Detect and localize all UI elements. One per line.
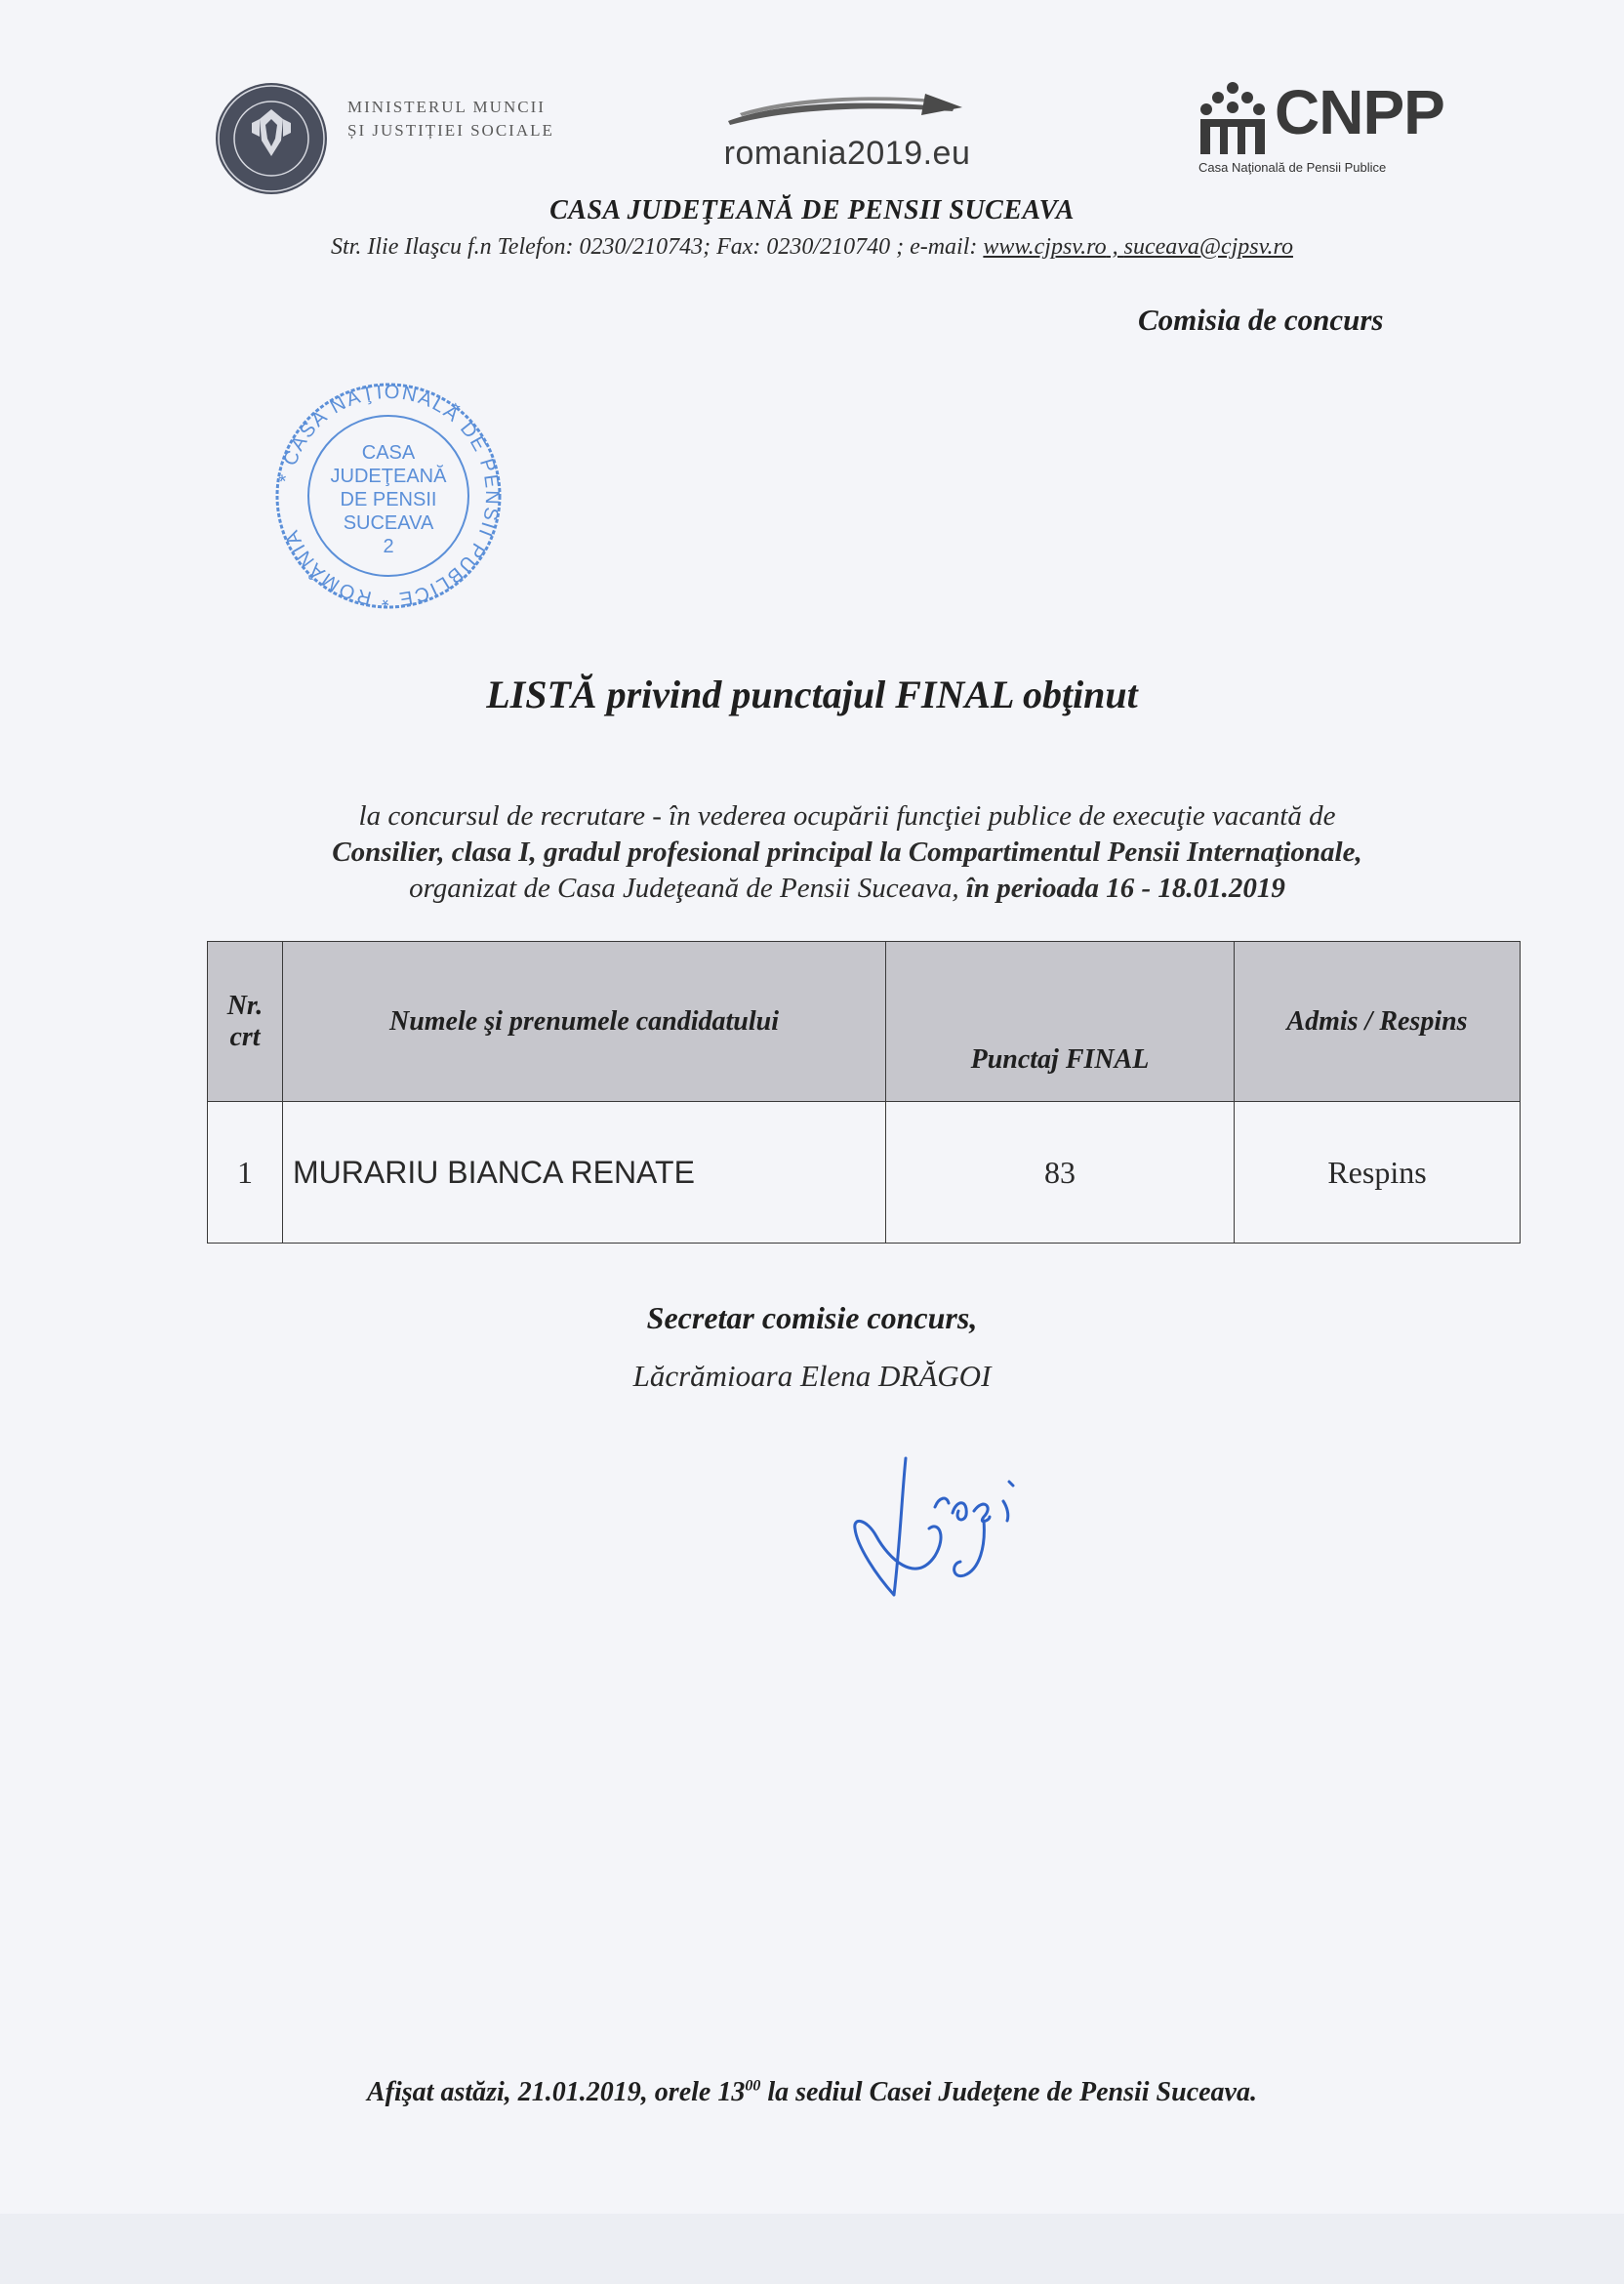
- document-title: LISTĂ privind punctajul FINAL obţinut: [486, 673, 1138, 716]
- svg-text:JUDEŢEANĂ: JUDEŢEANĂ: [330, 466, 447, 487]
- cell-candidate-name: MURARIU BIANCA RENATE: [283, 1102, 886, 1244]
- header-nr-line-2: crt: [229, 1021, 261, 1052]
- institution-title: CASA JUDEŢEANĂ DE PENSII SUCEAVA: [549, 195, 1075, 225]
- ministry-line-1: MINISTERUL MUNCII: [347, 98, 546, 116]
- official-stamp-icon: [271, 379, 506, 613]
- cnpp-abbreviation: CNPP: [1275, 77, 1444, 147]
- organizer-text: organizat de Casa Judeţeană de Pensii Suceava,: [409, 873, 966, 904]
- header-nr-crt: [208, 942, 283, 1102]
- svg-text:SUCEAVA: SUCEAVA: [343, 512, 434, 534]
- posting-note-minutes: 00: [745, 2077, 761, 2095]
- posting-note: [0, 2077, 1624, 2108]
- svg-text:CASA: CASA: [361, 442, 416, 464]
- email-link[interactable]: suceava@cjpsv.ro: [1123, 234, 1293, 260]
- header-final-score: Punctaj FINAL: [886, 942, 1235, 1102]
- secretary-name: Lăcrămioara Elena DRĂGOI: [632, 1359, 992, 1393]
- cell-final-score: 83: [886, 1102, 1235, 1244]
- posting-note-suffix: la sediul Casei Judeţene de Pensii Suceava.: [760, 2077, 1257, 2107]
- romania2019-text: romania2019.eu: [723, 135, 971, 172]
- government-seal-icon: [213, 80, 330, 197]
- cnpp-logo-icon: [1198, 80, 1267, 156]
- ministry-line-2: ȘI JUSTIȚIEI SOCIALE: [347, 121, 554, 140]
- svg-text:* CASA NAŢIONALĂ DE PENSII PUB: * CASA NAŢIONALĂ DE PENSII PUBLICE * ROMÂNIA: [274, 381, 504, 611]
- svg-text:DE PENSII: DE PENSII: [340, 489, 437, 510]
- results-table: [207, 941, 1521, 1244]
- cell-status: Respins: [1235, 1102, 1521, 1244]
- table-header-row: [208, 942, 1521, 1102]
- header-status: Admis / Respins: [1235, 942, 1521, 1102]
- header-nr-line-1: Nr.: [226, 990, 264, 1021]
- posting-note-prefix: Afişat astăzi, 21.01.2019, orele 13: [367, 2077, 746, 2107]
- table-row: [208, 1102, 1521, 1244]
- commission-label: Comisia de concurs: [1138, 303, 1384, 337]
- email-separator: ,: [1106, 234, 1124, 260]
- institution-address: [0, 234, 1624, 261]
- scan-bottom-band: [0, 2214, 1624, 2284]
- header-candidate-name: Numele şi prenumele candidatului: [283, 942, 886, 1102]
- intro-line-2: [195, 835, 1499, 871]
- secretary-label: Secretar comisie concurs,: [646, 1300, 978, 1335]
- signature-icon: [837, 1439, 1052, 1614]
- ministry-name: [347, 96, 582, 143]
- intro-paragraph: [195, 798, 1499, 907]
- period-text: în perioada 16 - 18.01.2019: [965, 873, 1285, 904]
- cnpp-full-name: Casa Naţională de Pensii Publice: [1198, 160, 1387, 175]
- website-link[interactable]: www.cjpsv.ro: [983, 234, 1107, 260]
- position-title: Consilier, clasa I, gradul profesional principal la Compartimentul Pensii Internaţionale,: [332, 836, 1362, 868]
- cell-nr: 1: [208, 1102, 283, 1244]
- address-text: Str. Ilie Ilaşcu f.n Telefon: 0230/210743; Fax: 0230/210740 ; e-mail:: [331, 234, 984, 260]
- intro-line-1: la concursul de recrutare - în vederea ocupării funcţiei publice de execuţie vacantă de: [358, 800, 1336, 832]
- svg-text:2: 2: [383, 536, 394, 557]
- intro-line-3: [195, 871, 1499, 907]
